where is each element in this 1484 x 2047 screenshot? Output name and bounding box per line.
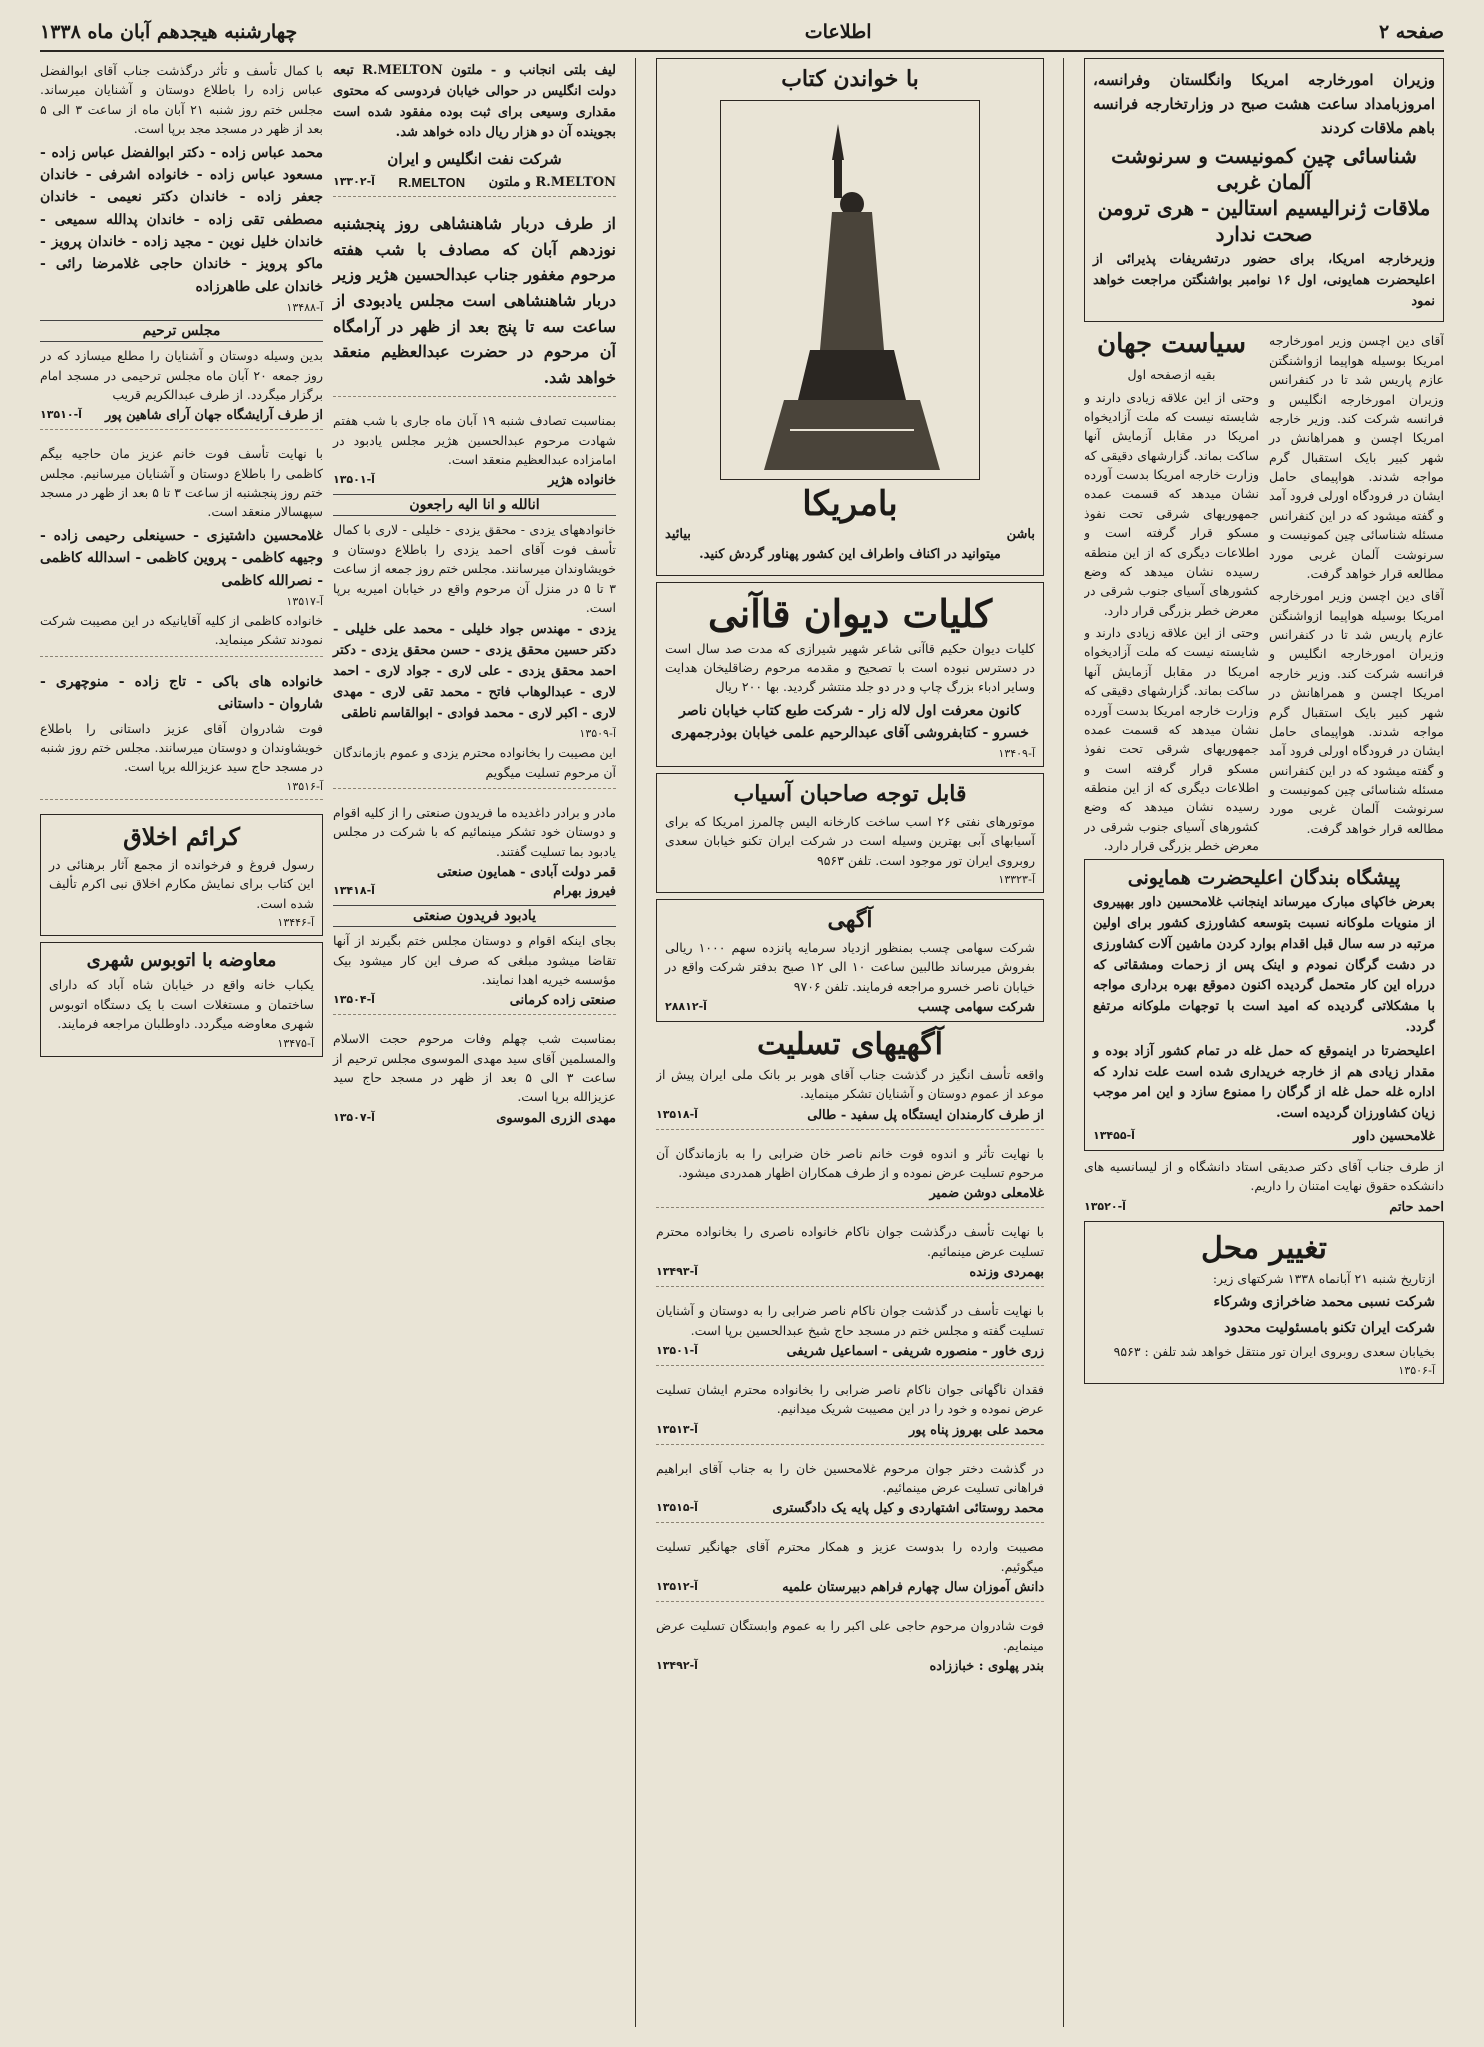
divider [333, 396, 616, 405]
university-code: آ-۱۳۵۲۰ [1084, 1199, 1126, 1213]
yadbud-code: آ-۱۳۵۰۴ [333, 993, 375, 1007]
condolence-text: فوت شادروان مرحوم حاجی علی اکبر را به عموم وابستگان تسلیت عرض مینمایم. [656, 1618, 1044, 1653]
relocation-body: ازتاریخ شنبه ۲۱ آبانماه ۱۳۳۸ شرکتهای زیر: [1212, 1270, 1435, 1286]
divider [656, 1444, 1044, 1453]
politics-body: وحتی از این علاقه زیادی دارند و شایسته نیست که ملت آزادیخواه امریکا در مقابل آزمایش آنها ساکت بماند. گزارشهای دقیقی که وزارت خارجه امریکا بدست آورده نشان میدهد که قسمت عمده جمهوریهای شرقی تحت نفوذ مسکو قرار گرفته است و اطلاعات دیگری که از این منطقه رسیده نشان میدهد که وضع کشورهای آسیای جنوب شرقی در معرض خطر بزرگی قرار دارد. [1084, 389, 1259, 618]
bus-code: آ-۱۳۴۷۵ [277, 1036, 314, 1050]
condolence-code: آ-۱۳۵۱۳ [656, 1422, 698, 1436]
condolence-signature: بندر پهلوی : خباززاده [929, 1658, 1044, 1674]
notice-code: آ-۱۳۴۵۵ [1093, 1129, 1135, 1143]
condolence-signature: محمد علی بهروز پناه پور [909, 1422, 1044, 1438]
melton-code: آ-۱۳۳۰۲ [333, 175, 375, 189]
america-kicker: با خواندن کتاب [781, 66, 919, 92]
families-title: خانواده های باکی - تاج زاده - منوچهری - شاروان - داستانی [40, 673, 323, 713]
america-book-ad [656, 58, 1044, 576]
politics-title: سیاست جهان [1097, 329, 1246, 360]
condolence-signature: زری خاور - منصوره شریفی - اسماعیل شریفی [786, 1343, 1044, 1359]
court-petition [1084, 859, 1444, 1151]
ad-signature: شرکت سهامی چسب [917, 999, 1035, 1015]
melton-notice: لیف بلتی انجانب و - ملتون R.MELTON تبعه دولت انگلیس در حوالی خیابان فردوسی که محتوی مقداری وسیعی برای ثبت بوده مفقود شده است بجوینده آن دو هزار ریال داده خواهد شد. [333, 63, 616, 141]
divider [40, 656, 323, 665]
akhlagh-title: کرائم اخلاق [123, 821, 240, 851]
brother-code: آ-۱۳۴۱۸ [333, 884, 375, 898]
ad-code: آ-۲۸۸۱۲ [665, 999, 707, 1013]
yadbud-title: یادبود فریدون صنعتی [333, 905, 616, 927]
newspaper-name: اطلاعات [804, 21, 872, 43]
condolence-signature: غلامعلی دوشن ضمیر [929, 1186, 1044, 1202]
america-prefix: باشن [1006, 526, 1035, 542]
inna-title: انالله و انا الیه راجعون [333, 494, 616, 516]
condolence-text: واقعه تأسف انگیز در گذشت جناب آقای هوبر بر بانک ملی ایران پیش از موعد از عموم دوستان و آشنایان تشکر مینماید. [656, 1066, 1044, 1102]
bus-body: یکباب خانه واقع در خیابان شاه آباد که دارای ساختمان و مستغلات است با یک دستگاه اتوبوس شهری معاوضه میگردد. داوطلبان مراجعه فرمایند. [49, 977, 314, 1032]
inna-code: آ-۱۳۵۰۹ [579, 727, 616, 741]
divider [656, 1601, 1044, 1610]
condolence-code: آ-۱۳۵۰۱ [656, 1343, 698, 1357]
issue-date: چهارشنبه هیجدهم آبان ماه ۱۳۳۸ [40, 21, 298, 43]
condolence-code: آ-۱۳۵۱۲ [656, 1580, 698, 1594]
lead-headline-1: شناسائی چین کمونیست و سرنوشت آلمان غربی [1111, 144, 1417, 194]
relocation-ad [1084, 1221, 1444, 1385]
column-rule [635, 58, 636, 2027]
lead-body: آقای دین اچسن وزیر امورخارجه امریکا بوسیله هواپیما ازواشنگتن عازم پاریس شد تا در کنفرانس وزیران امورخارجه انگلیس و فرانسه شرکت کند. وزیر خارجه امریکا اچسن و همراهانش در شهر کبیر بایک استقبال گرم مواجه شدند. هواپیمای حامل ایشان در فرودگاه اورلی فرود آمد و گفته میشود که در این کنفرانس مسئله شناسائی چین کمونیست و سرنوشت آلمان غربی مورد مطالعه قرار خواهد گرفت. [1269, 333, 1444, 581]
mill-code: آ-۱۳۳۲۳ [998, 873, 1035, 887]
divider [656, 1365, 1044, 1374]
ad-title: آگهی [827, 907, 873, 934]
hazhir-signature: خانواده هژیر [548, 473, 616, 489]
mill-title: قابل توجه صاحبان آسیاب [733, 781, 967, 808]
divider [333, 1014, 616, 1023]
melton-signature: R.MELTON و ملتون [488, 175, 616, 191]
court-signature: غلامحسین داور [1353, 1129, 1435, 1145]
column-rule [1063, 58, 1064, 2027]
relocation-address: بخیابان سعدی روبروی ایران تور منتقل خواهد شد تلفن : ۹۵۶۳ [1113, 1343, 1435, 1359]
lead-subhead: وزیرخارجه امریکا، برای حضور درتشریفات پذیرائی از اعلیحضرت همایونی، اول ۱۶ نوامبر بواشنگتن مراجعت خواهد نمود [1093, 252, 1435, 309]
america-title: بامریکا [802, 483, 898, 524]
lead-headline-2: ملاقات ژنرالیسیم استالین - هری ترومن صحت ندارد [1097, 196, 1431, 246]
abbas-names: محمد عباس زاده - دکتر ابوالفضل عباس زاده - مسعود عباس زاده - خانواده اشرفی - خاندان جعفر زاده - خاندان دکتر نعیمی - خاندان مصطفی تقی زاده - خاندان پدالله سمیعی - خاندان خلیل نوین - مجید زاده - خاندان پرویز - ماکو پرویز - خاندان حاجی غلامرضا رائی - خاندان علی طاهرزاده [40, 144, 323, 295]
kazemi-thanks: خانواده کاظمی از کلیه آقایانیکه در این مصیبت شرکت نمودند تشکر مینماید. [40, 613, 323, 648]
relocation-code: آ-۱۳۵۰۶ [1398, 1364, 1435, 1378]
tarhim-code: آ-۱۳۵۱۰ [40, 408, 82, 422]
akhlagh-code: آ-۱۳۴۴۶ [277, 916, 314, 929]
share-sale-ad [656, 899, 1044, 1022]
relocation-title: تغییر محل [1200, 1230, 1328, 1266]
divider [656, 1207, 1044, 1216]
tarhim-body: بدین وسیله دوستان و آشنایان را مطلع میسازد که در روز جمعه ۲۰ آبان ماه مجلس ترحیمی در مسجد امام برگزار میگردد. از طرف عبدالکریم قریب [40, 348, 323, 402]
university-notice: از طرف جناب آقای دکتر صدیقی استاد دانشگاه و از لیسانسیه های دانشکده حقوق نهایت امتنان را داریم. [1084, 1159, 1444, 1194]
page-header [40, 14, 1444, 52]
america-suffix: بیائید [665, 526, 691, 542]
abbas-notice: با کمال تأسف و تأثر درگذشت جناب آقای ابوالفضل عباس زاده را باطلاع دوستان و آشنایان میرساند. مجلس ختم روز شنبه ۲۱ آبان ماه از ساعت ۳ الی ۵ بعد از ظهر در مسجد مجد برپا است. [40, 63, 323, 137]
condolence-text: مصیبت وارده را بدوست عزیز و همکار محترم آقای جهانگیر تسلیت میگوئیم. [656, 1539, 1044, 1574]
divider [333, 196, 616, 205]
condolence-text: در گذشت دختر جوان مرحوم غلامحسین خان را به جناب آقای ابراهیم فراهانی تسلیت عرض مینمائیم. [656, 1460, 1044, 1496]
lead-kicker: وزیران امورخارجه امریکا وانگلستان وفرانسه، امروزبامداد ساعت هشت صبح در وزارتخارجه فرانسه باهم ملاقات کردند [1093, 71, 1435, 137]
condolence-text: با نهایت تأسف در گذشت جوان ناکام ناصر ضرابی را به دوستان و آشنایان تسلیت گفته و مجلس ختم در مسجد حاج شیخ عبدالحسین برپا است. [656, 1303, 1044, 1338]
families-body: فوت شادروان آقای عزیز داستانی را باطلاع خویشاوندان و دوستان میرسانند. مجلس ختم روز شنبه در مسجد حاج سید عزیزالله برپا است. [40, 720, 323, 775]
inna-body: خانوادههای یزدی - محقق یزدی - خلیلی - لاری با کمال تأسف فوت آقای احمد یزدی را باطلاع دوستان و خویشاوندان میرسانند. مجلس ختم روز جمعه از ساعت ۳ تا ۵ در منزل آن مرحوم واقع در خیابان امیریه برپا است. [333, 522, 616, 615]
divider [656, 1129, 1044, 1138]
page-number: صفحه ۲ [1378, 21, 1444, 43]
divan-stores: کانون معرفت اول لاله زار - شرکت طبع کتاب خیابان ناصر خسرو - کتابفروشی آقای عبدالرحیم علمی خیابان بوذرجمهری [671, 702, 1029, 742]
divan-code: آ-۱۳۴۰۹ [998, 747, 1035, 761]
politics-body: وحتی از این علاقه زیادی دارند و شایسته نیست که ملت آزادیخواه امریکا در مقابل آزمایش آنها ساکت بماند. گزارشهای دقیقی که وزارت خارجه امریکا بدست آورده نشان میدهد که قسمت عمده جمهوریهای شرقی تحت نفوذ مسکو قرار گرفته است و اطلاعات دیگری که از این منطقه رسیده نشان میدهد که وضع کشورهای آسیای جنوب شرقی در معرض خطر بزرگی قرار دارد. [1084, 625, 1259, 854]
divider [333, 788, 616, 797]
university-signature: احمد حاتم [1389, 1199, 1444, 1215]
left-column [40, 58, 616, 2027]
condolence-text: با نهایت تأثر و اندوه فوت خانم ناصر خان ضرابی را به بازماندگان آن مرحوم تسلیت عرض نموده و از طرف همکاران اظهار همدردی میشود. [656, 1145, 1044, 1181]
divan-title: کلیات دیوان قاآنی [707, 590, 993, 636]
condolence-signature: بهمردی وزنده [969, 1265, 1044, 1281]
condolence-code: آ-۱۳۵۱۸ [656, 1107, 698, 1121]
inna-names: یزدی - مهندس جواد خلیلی - محمد علی خلیلی - دکتر حسین محقق یزدی - حسن محقق یزدی - دکتر احمد محقق یزدی - علی لاری - جواد لاری - احمد لاری - عبدالوهاب فاتح - محمد تقی لاری - مهدی لاری - اکبر لاری - محمد فوادی - ابوالقاسم ناطقی [333, 622, 616, 721]
america-caption: میتوانید در اکناف واطراف این کشور پهناور گردش کنید. [699, 546, 1001, 562]
divan-body: کلیات دیوان حکیم قاآنی شاعر شهیر شیرازی که مدت صد سال است در دسترس نبوده است با تصحیح و مقدمه مرحوم رضاقلیخان هدایت وسایر ادباء بزرگ چاپ و در دو جلد منتشر گردید. بها ۲۰۰ ریال [665, 640, 1035, 695]
court-body-2: اعلیحضرتا در اینموقع که حمل غله در تمام کشور آزاد بوده و مقدار زیادی هم از خارجه خریداری شده است علت ندارد که اداره غله حمل غله از گرگان را ممنوع سازد و این امر موجب زیان کشاورزان گردیده است. [1093, 1043, 1435, 1122]
melton-english: R.MELTON [398, 175, 466, 191]
court-memorial-notice: از طرف دربار شاهنشاهی روز پنجشنبه نوزدهم آبان که مصادف با شب هفته مرحوم مغفور جناب عبدالحسین هژیر وزیر دربار شاهنشاهی است مجلس یادبودی از ساعت سه تا پنج بعد از ظهر در آرامگاه آن مرحوم در حضرت عبدالعظیم منعقد خواهد شد. [333, 214, 616, 387]
yadbud-signature: صنعتی زاده کرمانی [509, 993, 616, 1009]
right-column [1084, 58, 1444, 2027]
condolence-code: آ-۱۳۴۹۲ [656, 1658, 698, 1672]
condolence-signature: از طرف کارمندان ایستگاه پل سفید - طالی [807, 1107, 1044, 1123]
tarhim-title: مجلس ترحیم [40, 320, 323, 342]
lead-article [1084, 58, 1444, 322]
left-split [40, 58, 616, 1126]
bus-exchange-ad [40, 942, 323, 1057]
middle-column [656, 58, 1044, 2027]
kazemi-code: آ-۱۳۵۱۷ [286, 595, 323, 609]
condolence-section-title: آگهیهای تسلیت [757, 1026, 943, 1062]
bus-title: معاوضه با اتوبوس شهری [86, 950, 277, 971]
divider [656, 1522, 1044, 1531]
bottom-ads [1084, 1221, 1444, 1391]
akhlagh-body: رسول فروغ و فرخوانده از مجمع آثار برهنائی در این کتاب برای نمایش مکارم اخلاق نبی اکرم تألیف شده است. [49, 856, 314, 911]
fortieth-code: آ-۱۳۵۰۷ [333, 1110, 375, 1124]
relocation-company-1: شرکت نسبی محمد ضاخرازی وشرکاء [1213, 1294, 1435, 1311]
lead-body: آقای دین اچسن وزیر امورخارجه امریکا بوسیله هواپیما ازواشنگتن عازم پاریس شد تا در کنفرانس وزیران امورخارجه انگلیس و فرانسه شرکت کند. وزیر خارجه امریکا اچسن و همراهانش در شهر کبیر بایک استقبال گرم مواجه شدند. هواپیمای حامل ایشان در فرودگاه اورلی فرود آمد و گفته میشود که در این کنفرانس مسئله شناسائی چین کمونیست و سرنوشت آلمان غربی مورد مطالعه قرار خواهد گرفت. [1269, 588, 1444, 836]
lead-and-politics [1084, 328, 1444, 858]
brother-signature-1: قمر دولت آبادی - همایون صنعتی [436, 865, 616, 881]
akhlagh-ad [40, 814, 323, 936]
relocation-company-2: شرکت ایران تکنو بامسئولیت محدود [1224, 1319, 1435, 1336]
kazemi-names: غلامحسین داشتیزی - حسینعلی رحیمی زاده - وجیهه کاظمی - پروین کاظمی - اسدالله کاظمی - نصرالله کاظمی [40, 527, 323, 589]
divider [40, 799, 323, 808]
tarhim-signature: از طرف آرایشگاه جهان آرای شاهین پور [104, 408, 323, 424]
divider [656, 1286, 1044, 1295]
mill-body: موتورهای نفتی ۲۶ اسب ساخت کارخانه الیس چالمرز امریکا که برای آسیابهای آبی بهترین وسیله است در شرکت ایران تکنو خیابان سعدی روبروی ایران تور موجود است. تلفن ۹۵۶۳ [665, 814, 1035, 868]
obituaries-column [40, 58, 323, 1126]
inna-thanks: این مصیبت را بخانواده محترم یزدی و عموم بازماندگان آن مرحوم تسلیت میگویم [333, 745, 616, 780]
brother-signature-2: فیروز بهرام [553, 884, 616, 900]
statue-of-liberty-illustration [720, 100, 980, 480]
melton-company: شرکت نفت انگلیس و ایران [387, 150, 562, 169]
condolence-code: آ-۱۳۵۱۵ [656, 1501, 698, 1515]
fortieth-night-notice: بمناسبت شب چهلم وفات مرحوم حجت الاسلام والمسلمین آقای سید مهدی الموسوی مجلس ترحیم از ساعت ۳ الی ۵ بعد از ظهر در مسجد حاج سید عزیزالله برپا است. [333, 1031, 616, 1105]
condolence-signature: محمد روستائی اشتهاردی و کیل پایه یک دادگستری [772, 1501, 1044, 1517]
families-code: آ-۱۳۵۱۶ [286, 779, 323, 793]
politics-subtitle: بقیه ازصفحه اول [1127, 367, 1216, 383]
fortieth-signature: مهدی الزری الموسوی [496, 1110, 616, 1126]
mill-engine-ad [656, 773, 1044, 893]
notices-column [333, 58, 616, 1126]
hazhir-notice: بمناسبت تصادف شنبه ۱۹ آبان ماه جاری با شب هفتم شهادت مرحوم عبدالحسین هژیر مجلس یادبود در امامزاده عبدالعظیم منعقد است. [333, 413, 616, 468]
abbas-code: آ-۱۳۴۸۸ [286, 301, 323, 315]
condolence-text: با نهایت تأسف درگذشت جوان ناکام خانواده ناصری را بخانواده محترم تسلیت عرض مینمائیم. [656, 1224, 1044, 1259]
condolence-code: آ-۱۳۴۹۳ [656, 1265, 698, 1279]
court-title: پیشگاه بندگان اعلیحضرت همایونی [1127, 866, 1401, 889]
condolence-signature: دانش آموزان سال چهارم فراهم دبیرستان علمیه [782, 1580, 1044, 1596]
kazemi-notice: با نهایت تأسف فوت خانم عزیز مان حاجیه بیگم کاظمی را باطلاع دوستان و آشنایان میرسانیم. مجلس ختم روز پنجشنبه از ساعت ۳ تا ۵ بعد از ظهر در مسجد سپهسالار منعقد است. [40, 446, 323, 520]
court-body: بعرض خاکپای مبارک میرساند اینجانب غلامحسین داور بهپیروی از منویات ملوکانه نسبت بتوسعه کشاورزی کشور برای اولین مرتبه در سه سال قبل اقدام بوارد کردن ماشین آلات کشاورزی در دشت گرگان نمودم و اینک پس از زحمات ومشقاتی که درراه این کار متحمل گردیده اکنون دموقع بهره برداری مواجه با مشکلاتی گردیده که امید است با توجهات ملوکانه مرتفع گردد. [1093, 895, 1435, 1036]
condolence-text: فقدان ناگهانی جوان ناکام ناصر ضرابی را بخانواده محترم ایشان تسلیت عرض نموده و خود را در این مصیبت شریک میدانیم. [656, 1381, 1044, 1417]
brother-notice: مادر و برادر داغدیده ما فریدون صنعتی را از کلیه اقوام و دوستان خود تشکر مینمائیم که با شرکت در مجلس یادبود بما تسلیت گفتند. [333, 805, 616, 859]
yadbud-body: بجای اینکه اقوام و دوستان مجلس ختم بگیرند از آنها تقاضا میشود مبلغی که صرف این کار میشود بیک مؤسسه خیریه اهدا نمایند. [333, 933, 616, 987]
hazhir-code: آ-۱۳۵۰۱ [333, 473, 375, 487]
divan-book-ad [656, 582, 1044, 768]
ad-body: شرکت سهامی چسب بمنظور ازدیاد سرمایه پانزده سهم ۱۰۰۰ ریالی بفروش میرساند طالبین ساعت ۱۰ الی ۱۲ صبح بدفتر شرکت واقع در خیابان ناصر خسرو مراجعه فرمایند. تلفن ۹۷۰۶ [665, 939, 1035, 994]
divider [40, 429, 323, 438]
